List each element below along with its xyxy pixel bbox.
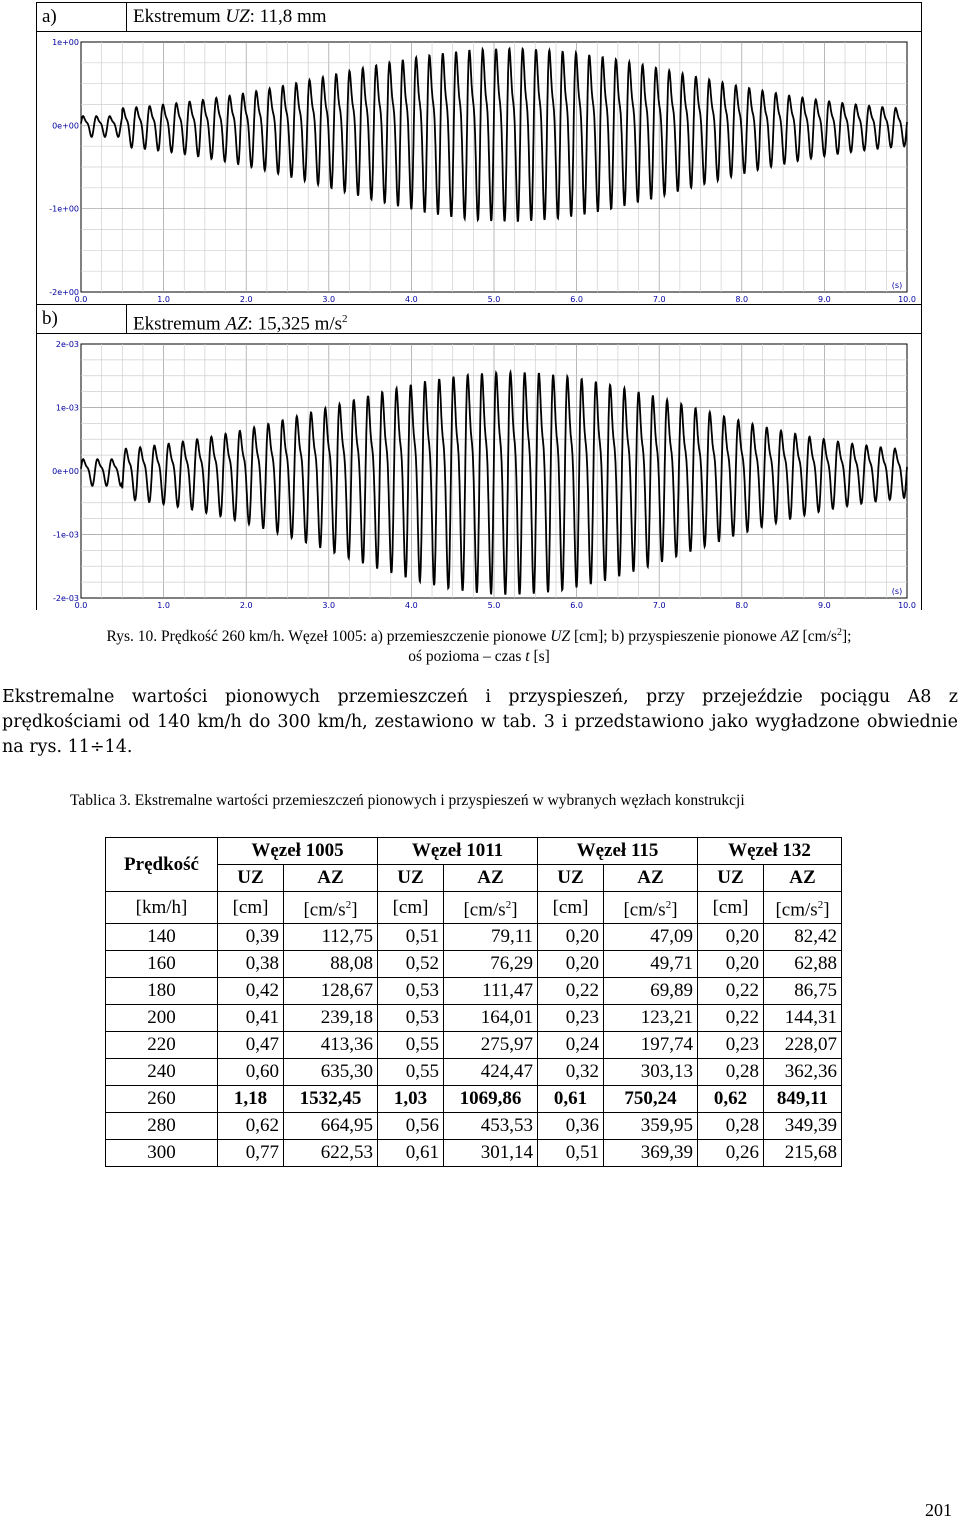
y-tick-label: 0e+00: [52, 121, 79, 131]
value-cell: 76,29: [444, 951, 538, 978]
body-paragraph: Ekstremalne wartości pionowych przemieszczeń i przyspieszeń, przy przejeździe pociągu A8 z prędkościami od 140 km/h do 300 km/h, zestawiono w tab. 3 i przedstawiono jako wygładzone obwiednie na rys. 11÷14.: [2, 687, 958, 757]
value-cell: 1069,86: [444, 1086, 538, 1113]
node-header: Węzeł 132: [698, 838, 842, 865]
speed-cell: 180: [106, 978, 218, 1005]
speed-cell: 160: [106, 951, 218, 978]
extremes-table: [105, 837, 842, 1167]
az-header: AZ: [284, 865, 378, 892]
x-unit-label: (s): [891, 281, 903, 290]
value-cell: 111,47: [444, 978, 538, 1005]
table-row: [106, 951, 842, 978]
value-cell: 635,30: [284, 1059, 378, 1086]
unit-speed: [km/h]: [106, 892, 218, 924]
figure-b-plot: [37, 334, 921, 610]
value-cell: 849,11: [764, 1086, 842, 1113]
x-tick-label: 1.0: [157, 295, 170, 304]
node-header: Węzeł 1011: [378, 838, 538, 865]
table-header-row: [106, 838, 842, 865]
y-tick-label: 2e-03: [55, 340, 79, 349]
x-tick-label: 10.0: [898, 295, 916, 304]
uz-header: UZ: [698, 865, 764, 892]
speed-cell: 200: [106, 1005, 218, 1032]
value-cell: 0,55: [378, 1059, 444, 1086]
x-tick-label: 0.0: [74, 295, 88, 304]
figure-b-header: [37, 305, 921, 334]
speed-cell: 240: [106, 1059, 218, 1086]
value-cell: 128,67: [284, 978, 378, 1005]
value-cell: 112,75: [284, 924, 378, 951]
x-tick-label: 7.0: [652, 601, 666, 610]
value-cell: 0,47: [218, 1032, 284, 1059]
value-cell: 424,47: [444, 1059, 538, 1086]
table-body: [106, 924, 842, 1167]
figure-caption: [36, 623, 922, 667]
x-tick-label: 4.0: [405, 295, 418, 304]
speed-cell: 280: [106, 1113, 218, 1140]
figure-a-label: a): [37, 3, 127, 31]
az-header: AZ: [604, 865, 698, 892]
unit-uz: [cm]: [698, 892, 764, 924]
value-cell: 0,20: [538, 951, 604, 978]
x-tick-label: 2.0: [239, 601, 253, 610]
value-cell: 0,28: [698, 1059, 764, 1086]
value-cell: 47,09: [604, 924, 698, 951]
value-cell: 144,31: [764, 1005, 842, 1032]
figure-b-title: Ekstremum AZ: 15,325 $m/s^2$: [133, 313, 348, 335]
value-cell: 0,22: [538, 978, 604, 1005]
x-tick-label: 9.0: [818, 601, 831, 610]
value-cell: 82,42: [764, 924, 842, 951]
value-cell: 0,20: [538, 924, 604, 951]
unit-az: $[cm/s^2]$: [284, 892, 378, 924]
uz-header: UZ: [538, 865, 604, 892]
az-header: AZ: [444, 865, 538, 892]
value-cell: 0,32: [538, 1059, 604, 1086]
value-cell: 62,88: [764, 951, 842, 978]
unit-uz: [cm]: [378, 892, 444, 924]
value-cell: 664,95: [284, 1113, 378, 1140]
value-cell: 0,28: [698, 1113, 764, 1140]
table-units-row: [106, 892, 842, 924]
value-cell: 239,18: [284, 1005, 378, 1032]
table-row: [106, 1005, 842, 1032]
value-cell: 0,22: [698, 978, 764, 1005]
y-tick-label: -1e+00: [49, 204, 79, 214]
value-cell: 164,01: [444, 1005, 538, 1032]
value-cell: 88,08: [284, 951, 378, 978]
value-cell: 0,51: [538, 1140, 604, 1167]
value-cell: 0,23: [538, 1005, 604, 1032]
value-cell: 0,42: [218, 978, 284, 1005]
value-cell: 301,14: [444, 1140, 538, 1167]
value-cell: 453,53: [444, 1113, 538, 1140]
value-cell: 622,53: [284, 1140, 378, 1167]
x-tick-label: 1.0: [157, 601, 170, 610]
value-cell: 369,39: [604, 1140, 698, 1167]
table-caption: Tablica 3. Ekstremalne wartości przemieszczeń pionowych i przyspieszeń w wybranych węzłach konstrukcji: [70, 792, 745, 809]
value-cell: 0,55: [378, 1032, 444, 1059]
table-row: [106, 1032, 842, 1059]
unit-uz: [cm]: [218, 892, 284, 924]
value-cell: 0,23: [698, 1032, 764, 1059]
value-cell: 275,97: [444, 1032, 538, 1059]
uz-header: UZ: [378, 865, 444, 892]
value-cell: 49,71: [604, 951, 698, 978]
figure-b: [36, 304, 922, 610]
y-tick-label: 1e-03: [55, 403, 79, 413]
x-tick-label: 2.0: [239, 295, 253, 304]
page-number: 201: [925, 1500, 952, 1520]
x-tick-label: 8.0: [735, 295, 749, 304]
value-cell: 0,38: [218, 951, 284, 978]
y-tick-label: -1e-03: [53, 530, 79, 540]
value-cell: 0,56: [378, 1113, 444, 1140]
value-cell: 303,13: [604, 1059, 698, 1086]
value-cell: 0,52: [378, 951, 444, 978]
value-cell: 413,36: [284, 1032, 378, 1059]
value-cell: 0,39: [218, 924, 284, 951]
table-row: [106, 1059, 842, 1086]
figure-a-header: [37, 3, 921, 32]
figure-b-label: b): [37, 305, 127, 333]
speed-cell: 220: [106, 1032, 218, 1059]
value-cell: 1532,45: [284, 1086, 378, 1113]
value-cell: 750,24: [604, 1086, 698, 1113]
az-header: AZ: [764, 865, 842, 892]
caption-line-2: oś pozioma – czas t [s]: [408, 648, 550, 666]
node-header: Węzeł 1005: [218, 838, 378, 865]
table-row: [106, 1086, 842, 1113]
value-cell: 0,36: [538, 1113, 604, 1140]
x-tick-label: 3.0: [322, 601, 336, 610]
value-cell: 0,62: [698, 1086, 764, 1113]
value-cell: 0,26: [698, 1140, 764, 1167]
value-cell: 0,61: [538, 1086, 604, 1113]
value-cell: 349,39: [764, 1113, 842, 1140]
x-tick-label: 7.0: [652, 295, 666, 304]
speed-cell: 140: [106, 924, 218, 951]
value-cell: 0,51: [378, 924, 444, 951]
y-tick-label: -2e-03: [53, 594, 79, 603]
x-tick-label: 8.0: [735, 601, 749, 610]
x-tick-label: 10.0: [898, 601, 916, 610]
figure-a: [36, 2, 922, 304]
x-tick-label: 4.0: [405, 601, 418, 610]
table-row: [106, 978, 842, 1005]
value-cell: 0,53: [378, 978, 444, 1005]
value-cell: 0,62: [218, 1113, 284, 1140]
value-cell: 0,20: [698, 951, 764, 978]
caption-line-1: Rys. 10. Prędkość 260 km/h. Węzeł 1005: a) przemieszczenie pionowe UZ [cm]; b) przyspieszenie pionowe AZ $[cm/s^2]$;: [106, 627, 852, 646]
unit-uz: [cm]: [538, 892, 604, 924]
table-row: [106, 924, 842, 951]
x-tick-label: 6.0: [570, 295, 583, 304]
x-unit-label: (s): [891, 587, 903, 596]
unit-az: $[cm/s^2]$: [444, 892, 538, 924]
value-cell: 0,77: [218, 1140, 284, 1167]
speed-cell: 260: [106, 1086, 218, 1113]
x-tick-label: 3.0: [322, 295, 336, 304]
value-cell: 228,07: [764, 1032, 842, 1059]
y-tick-label: 1e+00: [52, 38, 79, 47]
x-tick-label: 9.0: [818, 295, 831, 304]
table-row: [106, 1113, 842, 1140]
value-cell: 215,68: [764, 1140, 842, 1167]
unit-az: $[cm/s^2]$: [604, 892, 698, 924]
value-cell: 0,41: [218, 1005, 284, 1032]
value-cell: 1,03: [378, 1086, 444, 1113]
value-cell: 123,21: [604, 1005, 698, 1032]
value-cell: 359,95: [604, 1113, 698, 1140]
value-cell: 69,89: [604, 978, 698, 1005]
speed-cell: 300: [106, 1140, 218, 1167]
value-cell: 0,53: [378, 1005, 444, 1032]
node-header: Węzeł 115: [538, 838, 698, 865]
speed-header: Prędkość: [106, 838, 218, 892]
value-cell: 79,11: [444, 924, 538, 951]
table-row: [106, 1140, 842, 1167]
figure-a-plot: [37, 32, 921, 304]
y-tick-label: 0e+00: [52, 467, 79, 476]
x-tick-label: 6.0: [570, 601, 583, 610]
y-tick-label: -2e+00: [49, 288, 79, 297]
unit-az: $[cm/s^2]$: [764, 892, 842, 924]
value-cell: 0,61: [378, 1140, 444, 1167]
value-cell: 0,22: [698, 1005, 764, 1032]
x-tick-label: 0.0: [74, 601, 88, 610]
uz-header: UZ: [218, 865, 284, 892]
value-cell: 0,24: [538, 1032, 604, 1059]
x-tick-label: 5.0: [487, 295, 501, 304]
value-cell: 86,75: [764, 978, 842, 1005]
x-tick-label: 5.0: [487, 601, 501, 610]
value-cell: 362,36: [764, 1059, 842, 1086]
value-cell: 0,60: [218, 1059, 284, 1086]
value-cell: 0,20: [698, 924, 764, 951]
value-cell: 1,18: [218, 1086, 284, 1113]
value-cell: 197,74: [604, 1032, 698, 1059]
figure-a-title: Ekstremum UZ: 11,8 mm: [133, 6, 327, 27]
